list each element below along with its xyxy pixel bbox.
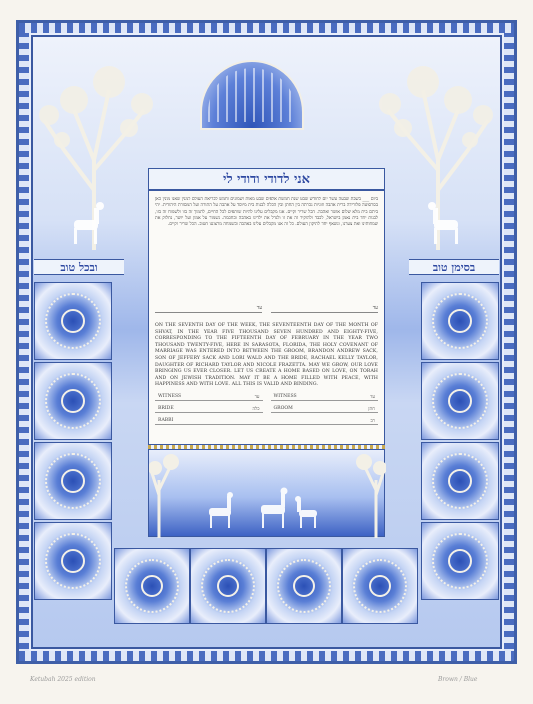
witness-label: WITNESS: [273, 393, 297, 399]
couple-row: [155, 406, 378, 413]
tree-right-illustration: [378, 40, 498, 250]
witness-label-he: עד: [370, 394, 375, 400]
deer-scene-icon: [149, 450, 386, 538]
tree-left-illustration: [34, 40, 154, 250]
bride-label: BRIDE: [158, 405, 174, 411]
ketubah-text-panel: [148, 190, 385, 445]
deer-left-icon: [74, 202, 104, 244]
rosette-tile: [421, 282, 499, 360]
groom-label-he: חתן: [368, 406, 375, 412]
bride-label-he: כלה: [252, 406, 260, 412]
hebrew-title: אני לדודי ודודי לי: [223, 172, 310, 187]
rosette-tile: [34, 362, 112, 440]
witness-label-he: עד: [254, 394, 260, 400]
rosette-tile: [421, 362, 499, 440]
artist-caption-left: Ketubah 2025 edition: [30, 676, 96, 683]
hebrew-text: ביום ___ בשבת שבעה עשר יום לחודש שבט שנת חמשת אלפים שבע מאות ושמונים וחמש לבריאת העולם למנין שאנו מונין כאן בסרסוטה פלורידה ברית אהבה וזוגיות נכרתה בין החתן ובין הכלה לבנות בית מיוסד על אהבה על התורה ועל המסורת היהודית. יהי ביתם בית מלא שלום אושר ואהבה. הכל שריר וקיים. אנו מקבלים עלינו להיות שותפים לכל החיים, לתמוך זה בזו ולשמוח זה בזו, לבנות יחד בית נאמן בישראל, לכבד ולהוקיר זה את זו ולגדל את ילדינו באהבה ובחכמה. נשמור על אמון ועל יושר, נחלוק את שמחותינו ואת צערנו, ונשאף יחד לתיקון העולם. כל זה אנו מקבלים עלינו באהבה ובשמחה מרצוננו הטוב. הכל שריר וקיים.: [155, 197, 378, 228]
rosette-tile: [421, 522, 499, 600]
witness-row: [155, 394, 378, 401]
deer-right-icon: [428, 202, 458, 244]
rosette-tile: [421, 442, 499, 520]
rosette-tile: [266, 548, 342, 624]
rosette-tile: [190, 548, 266, 624]
witness-label: WITNESS: [158, 393, 182, 399]
artist-caption-right: Brown / Blue: [438, 676, 478, 683]
rabbi-label-he: רב: [370, 418, 375, 424]
rosette-tile: [114, 548, 190, 624]
rosette-tile: [34, 442, 112, 520]
rosette-tile: [34, 282, 112, 360]
side-banner-right-text: בסימן טוב: [432, 260, 476, 274]
rabbi-label: RABBI: [158, 417, 174, 423]
deer-scene: [148, 449, 385, 537]
rosette-tile: [342, 548, 418, 624]
side-banner-right: [409, 259, 499, 275]
groom-label: GROOM: [273, 405, 293, 411]
rosette-tile: [34, 522, 112, 600]
title-banner: [148, 168, 385, 190]
side-banner-left-text: ובכל טוב: [60, 260, 98, 274]
hebrew-signature-row: [155, 305, 378, 313]
english-text: ON THE SEVENTH DAY OF THE WEEK, THE SEVENTEENTH DAY OF THE MONTH OF SHVAT, IN THE YEAR FIVE THOUSAND SEVEN HUNDRED AND EIGHTY-FIVE, CORRESPONDING TO THE FIFTEENTH DAY OF FEBRUARY IN THE YEAR TWO THOUSAND TWENTY-FIVE, HERE IN SARASOTA, FLORIDA, THE HOLY COVENANT OF MARRIAGE WAS ENTERED INTO BETWEEN THE GROOM, BRANDON ANDREW SACK, SON OF JEFFERY SACK AND LORI WALD AND THE BRIDE, RACHAEL KELLY TAYLOR, DAUGHTER OF RICHARD TAYLOR AND NICOLE FRAZETTA. MAY WE GROW, OUR LOVE BRINGING US EVER CLOSER. LET US CREATE A HOME BASED ON LOVE, ON TORAH AND ON JEWISH TRADITION. MAY IT BE A HOME FILLED WITH PEACE, WITH HAPPINESS AND WITH LOVE. ALL THIS IS VALID AND BINDING.: [155, 323, 378, 388]
hebrew-witness-right: עד: [271, 305, 378, 313]
hebrew-witness-left: עד: [155, 305, 262, 313]
side-banner-left: [34, 259, 124, 275]
rabbi-row: [155, 418, 378, 425]
